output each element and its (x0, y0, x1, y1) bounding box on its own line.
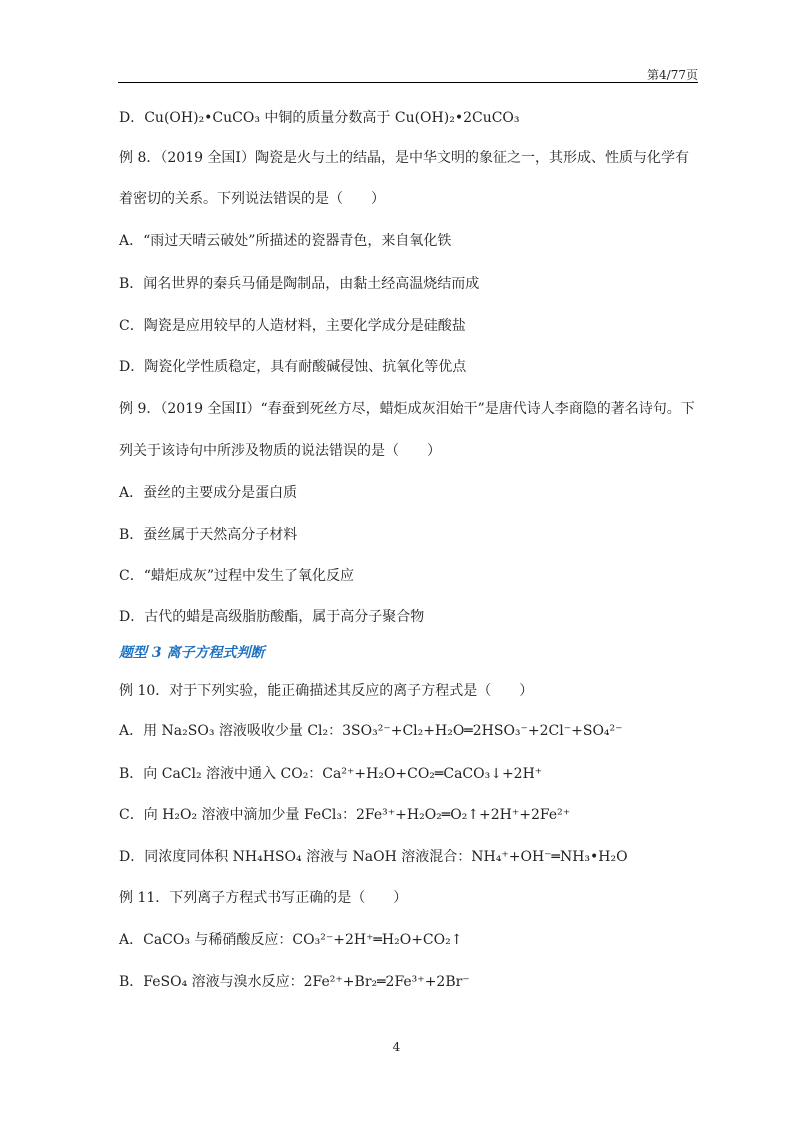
text-line: 列关于该诗句中所涉及物质的说法错误的是（ ） (119, 443, 441, 459)
text-line: A．用 Na₂SO₃ 溶液吸收少量 Cl₂：3SO₃²⁻+Cl₂+H₂O═2HSO₃⁻+2Cl⁻+SO₄²⁻ (119, 723, 623, 739)
text-line: C．向 H₂O₂ 溶液中滴加少量 FeCl₃：2Fe³⁺+H₂O₂═O₂↑+2H⁺+2Fe²⁺ (119, 807, 571, 823)
header-divider (118, 82, 698, 83)
text-line: 例 8．（2019 全国I）陶瓷是火与土的结晶，是中华文明的象征之一，其形成、性质与化学有 (119, 150, 689, 166)
text-line: 例 9．（2019 全国II）“春蚕到死丝方尽，蜡炬成灰泪始干”是唐代诗人李商隐的著名诗句。下 (119, 401, 695, 417)
text-line: B．FeSO₄ 溶液与溴水反应：2Fe²⁺+Br₂═2Fe³⁺+2Br⁻ (119, 974, 470, 990)
text-line: A．蚕丝的主要成分是蛋白质 (119, 485, 298, 501)
text-line: D．陶瓷化学性质稳定，具有耐酸碱侵蚀、抗氧化等优点 (119, 359, 467, 375)
text-line: D．古代的蜡是高级脂肪酸酯，属于高分子聚合物 (119, 609, 425, 625)
text-line: A．“雨过天晴云破处”所描述的瓷器青色，来自氧化铁 (119, 233, 452, 249)
text-line: 例 11．下列离子方程式书写正确的是（ ） (119, 890, 408, 906)
page-number: 4 (392, 1040, 401, 1054)
text-line: B．闻名世界的秦兵马俑是陶制品，由黏土经高温烧结而成 (119, 276, 480, 292)
text-line: 着密切的关系。下列说法错误的是（ ） (119, 191, 385, 207)
text-line: D．同浓度同体积 NH₄HSO₄ 溶液与 NaOH 溶液混合：NH₄⁺+OH⁻═NH₃•H₂O (119, 849, 628, 865)
text-line: B．向 CaCl₂ 溶液中通入 CO₂：Ca²⁺+H₂O+CO₂═CaCO₃↓+2H⁺ (119, 766, 543, 782)
section-heading: 题型 3 离子方程式判断 (119, 645, 265, 661)
text-line: B．蚕丝属于天然高分子材料 (119, 527, 298, 543)
page-header-label: 第4/77页 (647, 68, 698, 82)
text-line: 例 10．对于下列实验，能正确描述其反应的离子方程式是（ ） (119, 683, 534, 699)
text-line: C．陶瓷是应用较早的人造材料，主要化学成分是硅酸盐 (119, 318, 466, 334)
text-line: C．“蜡炬成灰”过程中发生了氧化反应 (119, 568, 355, 584)
text-line: A．CaCO₃ 与稀硝酸反应：CO₃²⁻+2H⁺═H₂O+CO₂↑ (119, 932, 463, 948)
text-line: D．Cu(OH)₂•CuCO₃ 中铜的质量分数高于 Cu(OH)₂•2CuCO₃ (119, 110, 520, 126)
